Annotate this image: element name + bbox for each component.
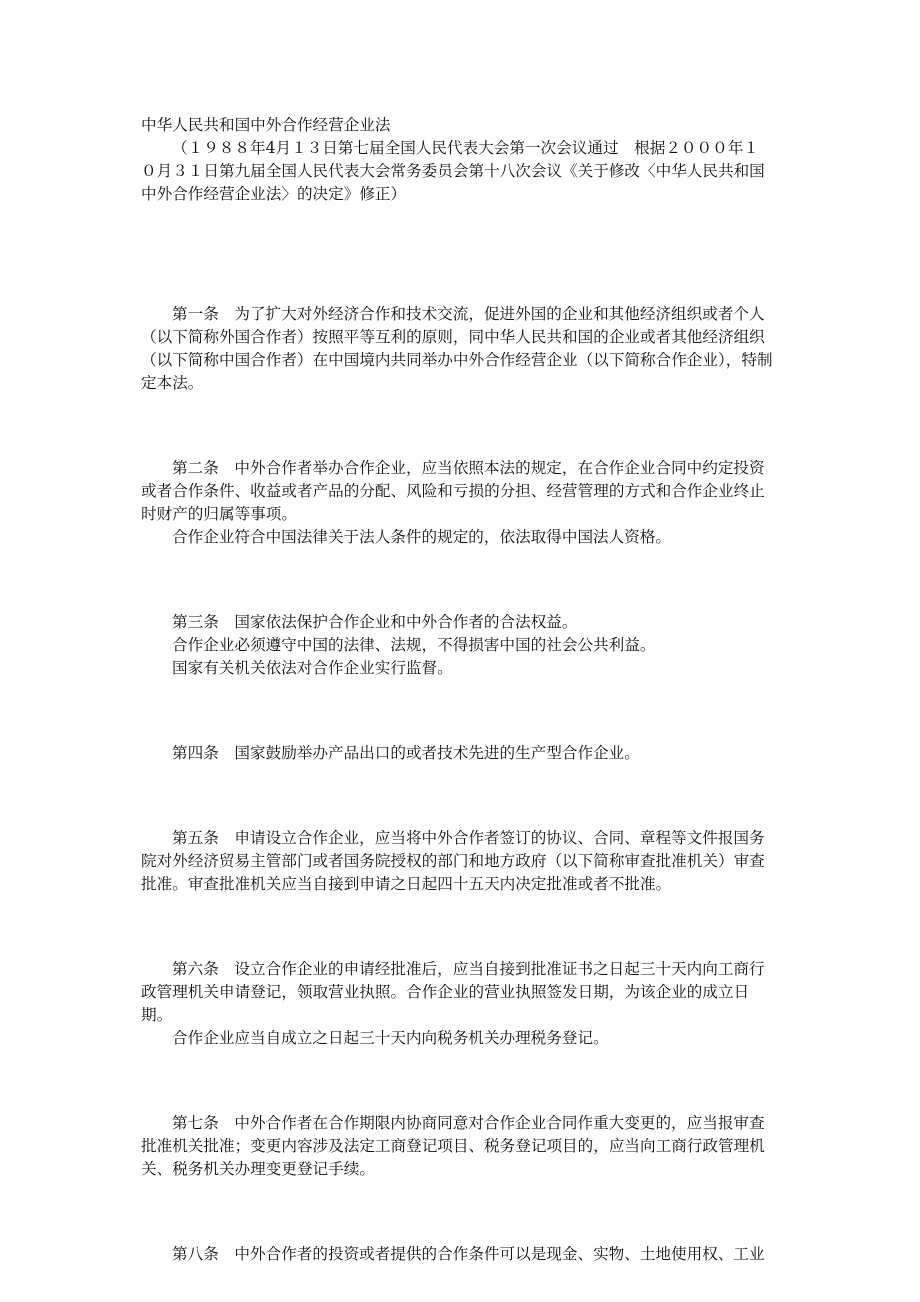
article-label: 第六条 — [172, 960, 219, 978]
article-5 — [141, 827, 773, 896]
article-paragraph — [141, 303, 773, 395]
article-paragraph: 合作企业应当自成立之日起三十天内向税务机关办理税务登记。 — [172, 1029, 609, 1047]
article-label: 第八条 — [172, 1245, 219, 1263]
article-text: 国家鼓励举办产品出口的或者技术先进的生产型合作企业。 — [234, 744, 640, 762]
article-label: 第三条 — [172, 613, 219, 631]
article-paragraph — [141, 742, 773, 765]
document-body — [141, 114, 773, 1266]
article-3 — [141, 611, 773, 680]
spacer — [141, 395, 773, 457]
article-paragraph — [141, 457, 773, 526]
article-text: 设立合作企业的申请经批准后，应当自接到批准证书之日起三十天内向工商行政管理机关申请登记，领取营业执照。合作企业的营业执照签发日期，为该企业的成立日期。 — [141, 960, 765, 1024]
spacer — [141, 765, 773, 827]
article-label: 第一条 — [172, 305, 219, 323]
article-paragraph — [141, 958, 773, 1027]
article-text: 国家依法保护合作企业和中外合作者的合法权益。 — [234, 613, 578, 631]
article-label: 第四条 — [172, 744, 219, 762]
spacer — [141, 680, 773, 742]
article-paragraph: 合作企业必须遵守中国的法律、法规，不得损害中国的社会公共利益。 — [172, 636, 656, 654]
article-6 — [141, 958, 773, 1050]
article-paragraph — [141, 1112, 773, 1181]
article-paragraph — [141, 827, 773, 896]
article-label: 第二条 — [172, 459, 219, 477]
article-text: 为了扩大对外经济合作和技术交流，促进外国的企业和其他经济组织或者个人（以下简称外国合作者）按照平等互利的原则，同中华人民共和国的企业或者其他经济组织（以下简称中国合作者）在中国境内共同举办中外合作经营企业（以下简称合作企业），特制定本法。 — [141, 305, 773, 392]
article-paragraph: 合作企业符合中国法律关于法人条件的规定的，依法取得中国法人资格。 — [172, 528, 672, 546]
article-paragraph — [141, 611, 773, 634]
article-1 — [141, 303, 773, 395]
spacer — [141, 549, 773, 611]
article-paragraph — [141, 1243, 773, 1266]
spacer — [141, 1050, 773, 1112]
article-2 — [141, 457, 773, 549]
spacer — [141, 206, 773, 303]
document-title: 中华人民共和国中外合作经营企业法 — [141, 116, 391, 134]
spacer — [141, 1181, 773, 1243]
article-7 — [141, 1112, 773, 1181]
article-8 — [141, 1243, 773, 1266]
article-paragraph: 国家有关机关依法对合作企业实行监督。 — [172, 659, 453, 677]
article-text: 申请设立合作企业，应当将中外合作者签订的协议、合同、章程等文件报国务院对外经济贸易主管部门或者国务院授权的部门和地方政府（以下简称审查批准机关）审查批准。审查批准机关应当自接到申请之日起四十五天内决定批准或者不批准。 — [141, 829, 765, 893]
article-text: 中外合作者的投资或者提供的合作条件可以是现金、实物、土地使用权、工业 — [234, 1245, 765, 1263]
article-4 — [141, 742, 773, 765]
article-text: 中外合作者举办合作企业，应当依照本法的规定，在合作企业合同中约定投资或者合作条件、收益或者产品的分配、风险和亏损的分担、经营管理的方式和合作企业终止时财产的归属等事项。 — [141, 459, 765, 523]
article-label: 第七条 — [172, 1114, 219, 1132]
spacer — [141, 896, 773, 958]
amendment-note: （１９８８年4月１３日第七届全国人民代表大会第一次会议通过 根据２０００年１０月３１日第九届全国人民代表大会常务委员会第十八次会议《关于修改〈中华人民共和国中外合作经营企业法〉的决定》修正） — [141, 139, 765, 203]
article-text: 中外合作者在合作期限内协商同意对合作企业合同作重大变更的，应当报审查批准机关批准；变更内容涉及法定工商登记项目、税务登记项目的，应当向工商行政管理机关、税务机关办理变更登记手续。 — [141, 1114, 765, 1178]
article-label: 第五条 — [172, 829, 219, 847]
